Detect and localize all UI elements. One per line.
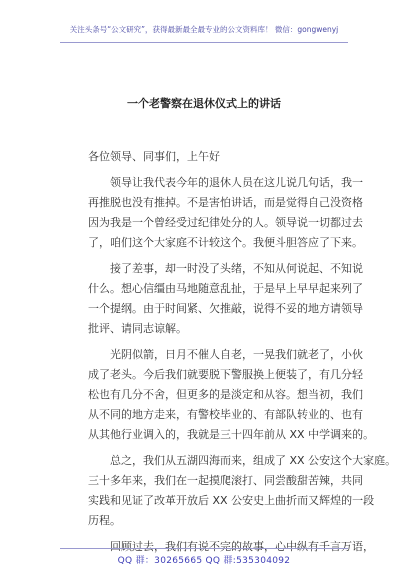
paragraph-2 bbox=[88, 259, 363, 339]
paragraph-line: 松也有几分不舍，但更多的是淡定和从容。想当初，我们 bbox=[88, 388, 363, 401]
paragraph-line: 光阴似箭，日月不催人自老，一晃我们就老了，小伙 bbox=[110, 348, 363, 361]
salutation: 各位领导、同事们，上午好 bbox=[88, 150, 220, 163]
paragraph-line: 成了老头。今后我们就要脱下警服换上便装了，有几分轻 bbox=[88, 368, 363, 381]
paragraph-line: 什么。想心信缰由马地随意乱扯，于是早上早早起来列了 bbox=[88, 282, 363, 295]
paragraph-3 bbox=[88, 345, 375, 445]
paragraph-line: 历程。 bbox=[88, 514, 121, 527]
paragraph-line: 从其他行业调入的，我就是三十四年前从 XX 中学调来的。 bbox=[88, 428, 375, 441]
paragraph-line: 一个提纲。由于时间紧、欠推敲，说得不妥的地方请领导 bbox=[88, 302, 363, 315]
paragraph-line: 批评、请同志谅解。 bbox=[88, 322, 187, 335]
paragraph-line: 领导让我代表今年的退休人员在这儿说几句话，我一 bbox=[110, 176, 363, 189]
footer-note: QQ 群：30265665 QQ 群:535304092 bbox=[117, 556, 291, 566]
paragraph-line: 接了差事，却一时没了头绪，不知从何说起、不知说 bbox=[110, 262, 363, 275]
paragraph-line: 三十多年来，我们在一起摸爬滚打、同尝酸甜苦辣，共同 bbox=[88, 474, 363, 487]
document-body bbox=[88, 147, 397, 557]
paragraph-line: 从不同的地方走来，有警校毕业的、有部队转业的、也有 bbox=[88, 408, 363, 421]
paragraph-line: 了，咱们这个大家庭不计较这个。我便斗胆答应了下来。 bbox=[88, 236, 363, 249]
paragraph-4 bbox=[88, 451, 397, 531]
paragraph-1 bbox=[88, 173, 363, 253]
paragraph-line: 回顾过去，我们有说不完的故事，心中纵有千言万语， bbox=[110, 540, 374, 553]
header-divider bbox=[60, 42, 348, 43]
paragraph-line: 实践和见证了改革开放后 XX 公安史上曲折而又辉煌的一段 bbox=[88, 494, 375, 507]
paragraph-line: 因为我是一个曾经受过纪律处分的人。领导说一切都过去 bbox=[88, 216, 363, 229]
paragraph-line: 再推脱也没有推掉。不是害怕讲话，而是觉得自己没资格 bbox=[88, 196, 363, 209]
header-note: 关注头条号“公文研究”，获得最新最全最专业的公文资料库！ 微信：gongwenyj bbox=[69, 25, 339, 34]
document-title: 一个老警察在退休仪式上的讲话 bbox=[127, 97, 281, 110]
footer-divider bbox=[60, 548, 348, 549]
paragraph-line: 总之，我们从五湖四海而来，组成了 XX 公安这个大家庭。 bbox=[110, 454, 397, 467]
